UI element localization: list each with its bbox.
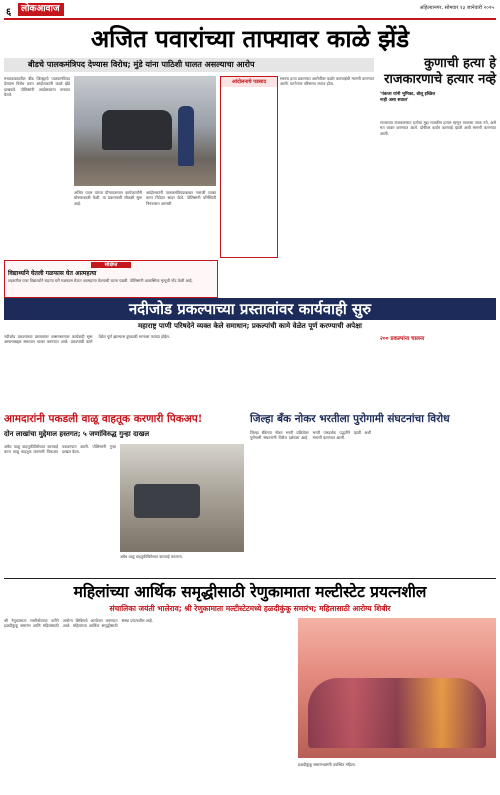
story2-body — [4, 334, 376, 406]
side-body — [380, 120, 496, 258]
story5-photo — [298, 618, 496, 758]
story3-headline: आमदारांनी पकडली वाळू वाहतूक करणारी पिकअप! — [4, 413, 203, 425]
lead-col-4 — [280, 76, 374, 256]
side-headline: कुणाची हत्या हे राजकारणाचे हत्यार नव्हे — [384, 56, 496, 87]
lead-col-1-text: मराठवाड्यातील बीड जिल्ह्याचे पालकमंत्रिपद देण्यास विरोध करत आंदोलकांनी काळे झेंडे दाखवले. पोलिसांनी आंदोलकांना ताब्यात घेतले. — [4, 76, 70, 97]
brief-label: संक्षिप्त — [91, 262, 131, 268]
lead-photo-person — [178, 106, 194, 166]
story3-photo-vehicle — [134, 484, 200, 518]
story3-photo-caption: अवैध वाळू वाहतुकीविरोधात कारवाई करताना. — [120, 554, 183, 559]
page-number: ६ — [6, 7, 12, 18]
story2-headline: नदीजोड प्रकल्पाच्या प्रस्तावांवर कार्यवाही सुरु — [128, 300, 372, 318]
story4-body-text: जिल्हा बँकेच्या नोकर भरती प्रक्रियेला पुरोगामी संघटनांनी विरोध दर्शवला आहे. भरती पारदर्शक पद्धतीने व्हावी अशी मागणी करण्यात आली. — [250, 430, 371, 441]
story3-subhead: दोन लाखांचा मुद्देमाल हस्तगत; ५ जणांविरुद्ध गुन्हा दाखल — [4, 430, 150, 438]
story3-body — [4, 444, 116, 574]
brief-box — [4, 260, 218, 298]
story5-subhead: संचालिका जयंती भालेराव; श्री रेणुकामाता मल्टीस्टेटमध्ये हळदीकुंकू समारंभ; महिलासाठी आरोग्य शिबीर — [109, 604, 391, 613]
lead-boxout — [220, 76, 278, 258]
story5-body — [4, 618, 294, 790]
story2-headline-bar — [4, 298, 496, 320]
story4-body — [250, 430, 496, 574]
story2-box-body — [380, 344, 496, 406]
lead-photo — [74, 76, 216, 186]
story5-photo-group — [308, 678, 486, 748]
story3-body-text: अवैध वाळू वाहतुकीविरोधात कारवाई करत वाळू वाहतूक करणारी पिकअप पकडण्यात आली. पोलिसांनी गुन्हा दाखल केला. — [4, 444, 116, 455]
lead-col-3-text: आंदोलकांनी पालकमंत्रिपदाबाबत नाराजी व्यक्त करत निवेदन सादर केले. पोलिसांनी परिस्थिती नियंत्रणात आणली. — [146, 190, 216, 206]
story2-body-text: नदीजोड प्रकल्पांच्या प्रस्तावांवर शासनस्तरावर कार्यवाही सुरू असल्याबद्दल समाधान व्यक्त करण्यात आले. प्रकल्पांची कामे वेळेत पूर्ण झाल्यास दुष्काळी भागाला फायदा होईल. — [4, 334, 171, 345]
brief-item-body: शहरातील एका विद्यार्थ्याने राहत्या घरी गळफास घेऊन आत्महत्या केल्याची घटना घडली. पोलिसांनी आकस्मिक मृत्यूची नोंद केली आहे. — [8, 278, 193, 283]
lead-col-1 — [4, 76, 70, 256]
masthead — [18, 3, 64, 16]
lead-col-3 — [146, 190, 216, 258]
story5-headline: महिलांच्या आर्थिक समृद्धीसाठी रेणुकामाता मल्टीस्टेट प्रयत्नशील — [73, 582, 427, 601]
lead-photo-car — [102, 110, 172, 150]
lead-subhead-bar — [4, 58, 374, 72]
lead-col-2-text: अजित पवार यांच्या दौऱ्यादरम्यान कार्यकर्त्यांनी घोषणाबाजी केली. या प्रकरणाची चौकशी सुरू आहे. — [74, 190, 142, 206]
lead-subhead: बीडचे पालकमंत्रिपद देण्यास विरोध; मुंडे यांना पाठिशी घालत असल्याचा आरोप — [28, 60, 255, 69]
lead-col-2 — [74, 190, 142, 258]
lead-boxout-title: आंदोलनाचे पडसाद — [221, 77, 277, 87]
lead-col-4-text: सरपंच हत्या प्रकरणात आरोपींवर कठोर कारवाईची मागणी करण्यात आली. घटनेनंतर परिसरात तणाव होता. — [280, 76, 374, 87]
story2-box-title: २०० प्रकल्पांना चालना — [380, 336, 425, 342]
story2-subhead: महाराष्ट्र पाणी परिषदेने व्यक्त केले समाधान; प्रकल्पांची कामे वेळेत पूर्ण करण्याची अपेक्षा — [138, 322, 362, 330]
side-body-text: राज्याच्या राजकारणात हत्येचा मुद्दा राजकीय हत्यार म्हणून वापरला जाऊ नये, असे मत व्यक्त करण्यात आले. दोषींवर कठोर कारवाई व्हावी अशी मागणी करण्यात आली. — [380, 120, 496, 136]
lead-headline: अजित पवारांच्या ताफ्यावर काळे झेंडे — [90, 24, 410, 53]
story4-headline: जिल्हा बँक नोकर भरतीला पुरोगामी संघटनांचा विरोध — [250, 413, 450, 425]
brief-item-title: विद्यार्थ्याने घेतली गळफास घेत आत्महत्या — [8, 270, 97, 277]
story3-photo — [120, 444, 244, 552]
side-quote: 'पंकजा यांनी भुमिका, बोलू इच्छित नाही असा सवाल' — [380, 92, 436, 103]
masthead-text: लोकआवाज — [21, 4, 60, 14]
story5-body-text: श्री रेणुकामाता मल्टीस्टेटच्या वतीने हळदीकुंकू समारंभ आणि महिलांसाठी आरोग्य शिबिराचे आयोजन करण्यात आले. महिलांच्या आर्थिक समृद्धीसाठी संस्था प्रयत्नशील आहे. — [4, 618, 154, 629]
edition-line: अहिल्यानगर, सोमवार १३ जानेवारी २०२५ — [419, 5, 494, 11]
story5-photo-caption: हळदीकुंकू समारंभप्रसंगी उपस्थित महिला. — [298, 762, 356, 767]
